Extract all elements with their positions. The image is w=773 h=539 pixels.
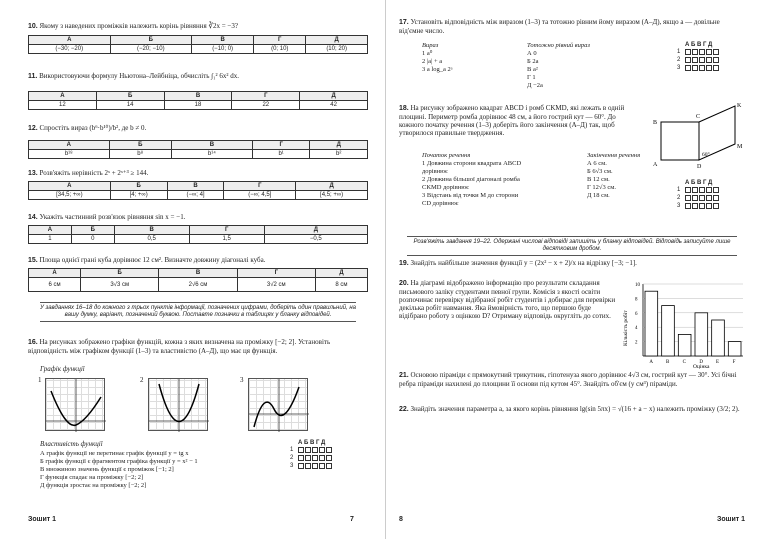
q17-box[interactable] [692,49,698,55]
instruction-note-2: Розв'яжіть завдання 19–22. Одержані числові відповіді запишіть у бланку відповідей. Відповідь записуйте лише десятковим дробом. [407,236,737,256]
q19-text: 19. Знайдіть найбільше значення функції y = (2x² − x + 2)/x на відрізку [−3; −1]. [399,259,637,267]
x-tick-label: D [699,360,703,365]
q16-box[interactable] [298,455,304,461]
y-tick-label: 8 [635,297,638,303]
q22-text: 22. Знайдіть значення параметра a, за якого корінь рівняння lg(sin 5πx) = √(16 + a − x) належить проміжку (3/2; 2). [399,405,740,413]
graph-3 [248,378,308,431]
label-b: B [653,120,658,126]
q12-text: 12. Спростіть вираз (b⁶·b¹⁰)/b², де b ≠ 0. [28,124,147,132]
label-d: D [697,164,702,170]
q17-box[interactable] [706,57,712,63]
q17-answer-grid: А Б В Г Д 1 2 3 [677,42,720,72]
q18-box[interactable] [706,195,712,201]
chart-xlabel: Оцінка [693,364,710,370]
q18-box[interactable] [699,195,705,201]
q18-box[interactable] [685,187,691,193]
q16-box[interactable] [305,463,311,469]
q13-table: А Б В Г Д [34,5; +∞) [4; +∞) (−∞; 4] (−∞; 4,5] [4,5; +∞) [28,181,368,200]
q16-box[interactable] [326,463,332,469]
footer-page-right: 8 [399,516,403,523]
graph-1-curve [46,379,106,432]
q18-answer-grid: А Б В Г Д 1 2 3 [677,180,720,210]
q17-box[interactable] [692,65,698,71]
q17-left-col: Вираз 1 a⁰ 2 |a| + a 3 a log_a 2ᵃ [422,42,453,73]
footer-left: Зошит 1 [28,516,57,523]
q18-box[interactable] [692,203,698,209]
prop-d: Г функція спадає на проміжку [−2; 2] [40,474,144,481]
graph-3-curve [249,379,309,432]
q16-answer-grid: А Б В Г Д 1 2 3 [290,440,333,470]
q13-text: 13. Розв'яжіть нерівність 2ˣ + 2ˣ⁺³ ≥ 144. [28,169,149,177]
q18-left-col: Початок речення 1 Довжина сторони квадрата ABCD дорівнює 2 Довжина більшої діагоналі ромба CKMD дорівнює 3 Відстань від точки M до сторони CD дорівнює [422,152,522,207]
graph-1-label: 1 [38,376,42,384]
x-tick-label: C [682,360,687,365]
q17-box[interactable] [699,49,705,55]
q18-box[interactable] [706,203,712,209]
q15-table: А Б В Г Д 6 см 3√3 см 2√6 см 3√2 см 8 см [28,268,368,292]
q17-box[interactable] [706,49,712,55]
q10-table: А Б В Г Д (−30; −20) (−20; −10) (−10; 0) (0; 10) (10; 20) [28,35,368,54]
q15-text: 15. Площа однієї грані куба дорівнює 12 см². Визначте довжину діагоналі куба. [28,256,266,264]
graph-2-label: 2 [140,376,144,384]
label-m: M [737,144,743,150]
graph-1 [45,378,105,431]
q17-box[interactable] [713,65,719,71]
q11-text: 11. Використовуючи формулу Ньютона–Лейбніца, обчисліть ∫₁² 6x² dx. [28,72,240,80]
bar-F [728,342,741,356]
prop-e: Д функція зростає на проміжку [−2; 2] [40,482,147,489]
q11-table: А Б В Г Д 12 14 18 22 42 [28,91,368,110]
bar-C [678,334,691,356]
prop-c: В множиною значень функції є проміжок [−1; 2] [40,466,174,473]
q17-box[interactable] [685,57,691,63]
q16-box[interactable] [312,447,318,453]
instruction-note: У завданнях 16–18 до кожного з трьох пунктів інформації, позначених цифрами, доберіть один правильний, на вашу думку, варіант, позначений буквою. Поставте позначки в таблицях у бланку відповідей. [40,302,356,322]
q17-box[interactable] [685,49,691,55]
q18-box[interactable] [713,203,719,209]
q17-box[interactable] [713,49,719,55]
q18-box[interactable] [699,203,705,209]
props-list [40,450,280,490]
q16-box[interactable] [312,463,318,469]
footer-right: Зошит 1 [717,516,746,523]
footer-page: 7 [350,516,354,523]
q17-box[interactable] [685,65,691,71]
q18-box[interactable] [713,195,719,201]
q18-right-col: Закінчення речення А 6 см. Б 6√3 см. В 12 см. Г 12√3 см. Д 18 см. [587,152,641,199]
q16-box[interactable] [319,463,325,469]
q17-right-col: Тотожно рівний вираз А 0 Б 2a В a² Г 1 Д −2a [527,42,590,89]
x-tick-label: A [649,360,653,365]
x-tick-label: E [716,360,720,365]
q18-box[interactable] [685,195,691,201]
bar-B [662,306,675,356]
y-tick-label: 6 [635,311,638,317]
q17-box[interactable] [699,57,705,63]
graph-3-label: 3 [240,376,244,384]
q16-box[interactable] [312,455,318,461]
q18-figure [649,102,749,174]
q17-box[interactable] [692,57,698,63]
angle-label: 60° [702,152,710,158]
q17-box[interactable] [713,57,719,63]
q18-box[interactable] [692,195,698,201]
q16-text: 16. На рисунках зображено графіки функцій, кожна з яких визначена на проміжку [−2; 2]. Установіть відповідність між графіком функції (1–3) та властивістю (А–Д), що має ця функція. [28,338,331,355]
q12-table: А Б В Г Д b¹⁸ b⁸ b¹⁴ b¹ b² [28,140,368,159]
grades-chart [623,276,753,371]
graphs-label: Графік функції [40,365,85,373]
q16-box[interactable] [305,447,311,453]
q16-box[interactable] [298,463,304,469]
x-tick-label: B [666,360,670,365]
label-k: K [737,103,742,109]
prop-b: Б графік функції є фрагментом графіка функції y = x² − 1 [40,458,198,465]
x-tick-label: F [732,360,736,365]
y-tick-label: 2 [635,340,638,346]
chart-ylabel: Кількість робіт [623,310,629,346]
bar-E [712,320,725,356]
q17-text: 17. Установіть відповідність між виразом (1–3) та тотожно рівним йому виразом (А–Д), якщо a — довільне від'ємне число. [399,18,720,35]
bar-D [695,313,708,356]
props-label: Властивість функції [40,440,103,448]
q20-text: 20. На діаграмі відображено інформацію про результати складання письмового заліку студентами певної групи. Комісія з якості освіти розпочинає перевірку відібраної робіт студентів і добирає для перевірки декілька робіт навмання. Яка ймовірність того, що першою буде відібрано роботу з оцінкою D? Отриману відповідь округліть до сотих. [399,279,616,320]
q16-box[interactable] [326,455,332,461]
q18-box[interactable] [699,187,705,193]
prop-a: А графік функції не перетинає графік функції y = tg x [40,450,189,457]
q18-text: 18. На рисунку зображено квадрат ABCD і ромб CKMD, які лежать в одній площині. Периметр ромба дорівнює 48 см, а його гострий кут — 60°. До кожного початку речення (1–3) доберіть його закінчення (А–Д) так, щоб утворилося правильне твердження. [399,104,625,137]
q18-box[interactable] [706,187,712,193]
q21-text: 21. Основою піраміди є прямокутний трикутник, гіпотенуза якого дорівнює 4√3 см, гострий кут — 30°. Усі бічні ребра піраміди нахилені до площини її основи під кутом 45°. Знайдіть об'єм (у см³) піраміди. [399,371,737,388]
q16-box[interactable] [319,447,325,453]
left-page [0,0,386,539]
label-c: C [696,114,701,120]
bar-A [645,291,658,356]
y-tick-label: 4 [635,326,638,332]
q18-box[interactable] [713,187,719,193]
q18-box[interactable] [692,187,698,193]
label-a: A [653,162,658,168]
graph-2-curve [149,379,209,432]
q14-text: 14. Укажіть частинний розв'язок рівняння sin x = −1. [28,213,186,221]
graph-2 [148,378,208,431]
q17-box[interactable] [699,65,705,71]
q10-text: 10. Якому з наведених проміжків належить корінь рівняння ∛2x = −3? [28,22,238,30]
q14-table: А Б В Г Д 1 0 0,5 1,5 −0,5 [28,225,368,244]
right-page [387,0,773,539]
q16-box[interactable] [319,455,325,461]
q16-box[interactable] [326,447,332,453]
q17-box[interactable] [706,65,712,71]
q16-box[interactable] [298,447,304,453]
y-tick-label: 10 [635,283,640,288]
q18-box[interactable] [685,203,691,209]
q16-box[interactable] [305,455,311,461]
